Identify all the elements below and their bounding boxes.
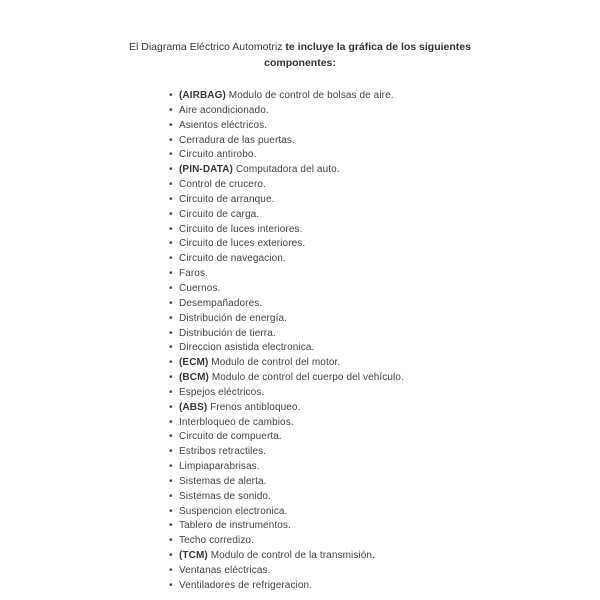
item-text: Frenos antibloqueo. (210, 401, 301, 413)
list-item (169, 475, 600, 490)
list-item (169, 223, 600, 238)
list-item (169, 505, 600, 520)
list-item (169, 178, 600, 193)
item-text: Circuito de arranque. (179, 193, 275, 205)
list-item (169, 134, 600, 149)
item-code: (PIN-DATA) (179, 164, 233, 176)
list-item (169, 534, 600, 549)
item-text: Estribos retractiles. (179, 446, 267, 458)
item-code: (ABS) (179, 401, 208, 413)
list-item (169, 564, 600, 579)
item-text: Interbloqueo de cambios. (179, 416, 294, 428)
page-title (114, 0, 486, 71)
item-code: (ECM) (179, 357, 209, 369)
page-title-normal-part: El Diagrama Eléctrico Automotriz (129, 41, 283, 53)
list-item (169, 193, 600, 208)
list-item (169, 356, 600, 371)
item-text: Aire acondicionado. (179, 104, 269, 116)
list-item (169, 312, 600, 327)
item-text: Ventanas eléctricas. (179, 565, 271, 576)
item-text: Ventiladores de refrigeracion. (179, 579, 313, 591)
item-text: Tablero de instrumentos. (179, 520, 291, 532)
list-item (169, 386, 600, 401)
item-text: Circuito antirobo. (179, 149, 257, 161)
list-item (169, 267, 600, 282)
item-text: Modulo de control de bolsas de aire. (228, 90, 394, 101)
list-item (169, 430, 600, 445)
item-text: Faros. (179, 268, 208, 280)
list-item (169, 579, 600, 594)
list-item (169, 327, 600, 342)
item-text: Modulo de control de la transmisión. (210, 550, 375, 562)
list-item (169, 119, 600, 134)
list-item (169, 490, 600, 505)
list-item (169, 237, 600, 252)
list-item (169, 163, 600, 178)
page-title-bold-part: te incluye la gráfica de los siguientes componentes: (264, 41, 471, 69)
item-text: Distribución de energía. (179, 312, 288, 324)
item-text: Espejos eléctricos. (179, 386, 265, 398)
list-item (169, 104, 600, 119)
item-text: Limpiaparabrisas. (179, 461, 260, 473)
list-item (169, 148, 600, 163)
item-code: (BCM) (179, 372, 209, 384)
item-text: Distribución de tierra. (179, 327, 276, 339)
list-item (169, 519, 600, 534)
item-text: Modulo de control del cuerpo del vehículo. (211, 372, 404, 384)
list-item (169, 89, 600, 104)
item-text: Circuito de navegacion. (179, 253, 286, 265)
item-text: Suspencion electronica. (179, 505, 288, 517)
list-item (169, 297, 600, 312)
item-text: Cerradura de las puertas. (179, 134, 295, 146)
item-text: Circuito de luces interiores. (179, 223, 303, 235)
list-item (169, 549, 600, 564)
item-text: Cuernos. (179, 282, 221, 294)
list-item (169, 445, 600, 460)
list-item (169, 282, 600, 297)
list-item (169, 208, 600, 223)
item-text: Circuito de compuerta. (179, 431, 282, 443)
list-item (169, 252, 600, 267)
list-item (169, 416, 600, 431)
item-code: (TCM) (179, 550, 208, 562)
item-text: Asientos eléctricos. (179, 119, 268, 131)
list-item (169, 401, 600, 416)
item-text: Techo corredizo. (179, 535, 254, 547)
components-list (169, 89, 600, 594)
list-item (169, 371, 600, 386)
item-text: Circuito de carga. (179, 208, 260, 220)
list-item (169, 341, 600, 356)
item-text: Circuito de luces exteriores. (179, 238, 306, 250)
item-code: (AIRBAG) (179, 90, 226, 101)
item-text: Sistemas de alerta. (179, 475, 267, 487)
item-text: Computadora del auto. (235, 164, 340, 176)
item-text: Sistemas de sonido. (179, 490, 271, 502)
item-text: Control de crucero. (179, 179, 266, 191)
item-text: Direccion asistida electronica. (179, 342, 315, 354)
item-text: Desempañadores. (179, 297, 263, 309)
item-text: Modulo de control del motor. (211, 357, 341, 369)
list-item (169, 460, 600, 475)
